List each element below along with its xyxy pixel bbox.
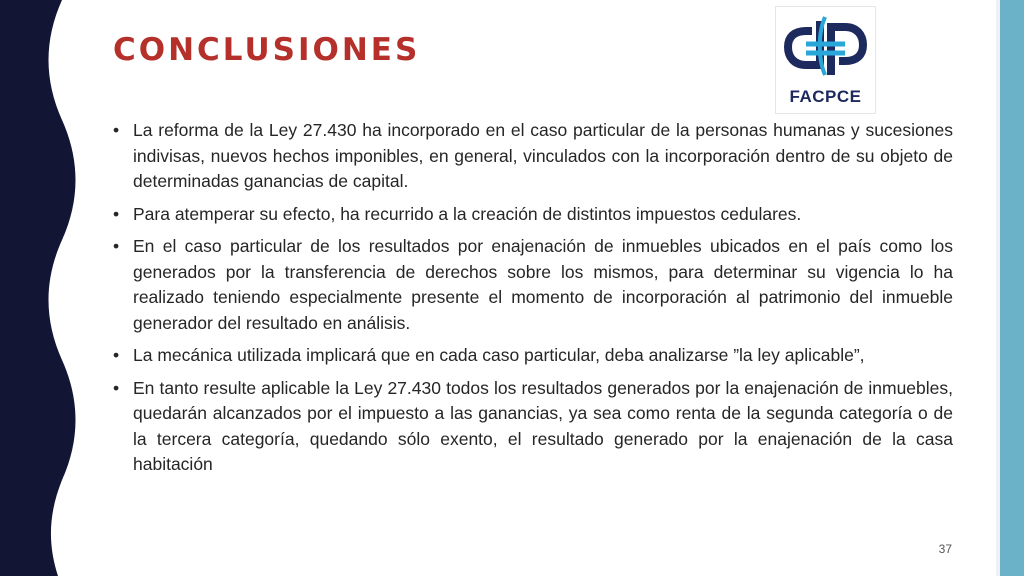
logo-text: FACPCE <box>789 87 862 106</box>
bullet-list <box>113 118 953 485</box>
page-number: 37 <box>938 542 952 556</box>
bullet-symbol: • <box>113 236 120 256</box>
bullet-item <box>113 202 953 228</box>
bullet-item <box>113 234 953 336</box>
facpce-logo <box>776 7 875 113</box>
bullet-text: La reforma de la Ley 27.430 ha incorporado en el caso particular de la personas humanas y sucesiones indivisas, nuevos hechos imponibles, en general, vinculados con la incorporación dentro de su objeto de determinadas ganancias de capital. <box>133 120 953 191</box>
bullet-symbol: • <box>113 377 120 398</box>
bullet-symbol: • <box>113 345 120 365</box>
bullet-text: La mecánica utilizada implicará que en cada caso particular, deba analizarse ”la ley aplicable”, <box>133 345 865 365</box>
bullet-item <box>113 343 953 369</box>
bullet-text: Para atemperar su efecto, ha recurrido a la creación de distintos impuestos cedulares. <box>133 203 802 224</box>
bullet-item <box>113 118 953 195</box>
bullet-text: En tanto resulte aplicable la Ley 27.430 todos los resultados generados por la enajenación de inmuebles, quedarán alcanzados por el impuesto a las ganancias, ya sea como renta de la segunda categoría o de la tercera categoría, quedando sólo exento, el resultado generado por la enajenación de la casa habitación <box>133 377 953 474</box>
bullet-symbol: • <box>113 203 120 224</box>
facpce-logo-icon <box>784 13 867 79</box>
slide-title: CONCLUSIONES <box>113 32 421 68</box>
bullet-text: En el caso particular de los resultados por enajenación de inmuebles ubicados en el país como los generados por la transferencia de derechos sobre los mismos, para determinar su vigencia lo ha realizado teniendo especialmente presente el momento de incorporación al patrimonio del inmueble generador del resultado en análisis. <box>133 236 953 333</box>
bullet-item <box>113 376 953 478</box>
left-wave-decoration <box>0 0 90 576</box>
bullet-symbol: • <box>113 120 120 140</box>
right-accent-band <box>1000 0 1024 576</box>
